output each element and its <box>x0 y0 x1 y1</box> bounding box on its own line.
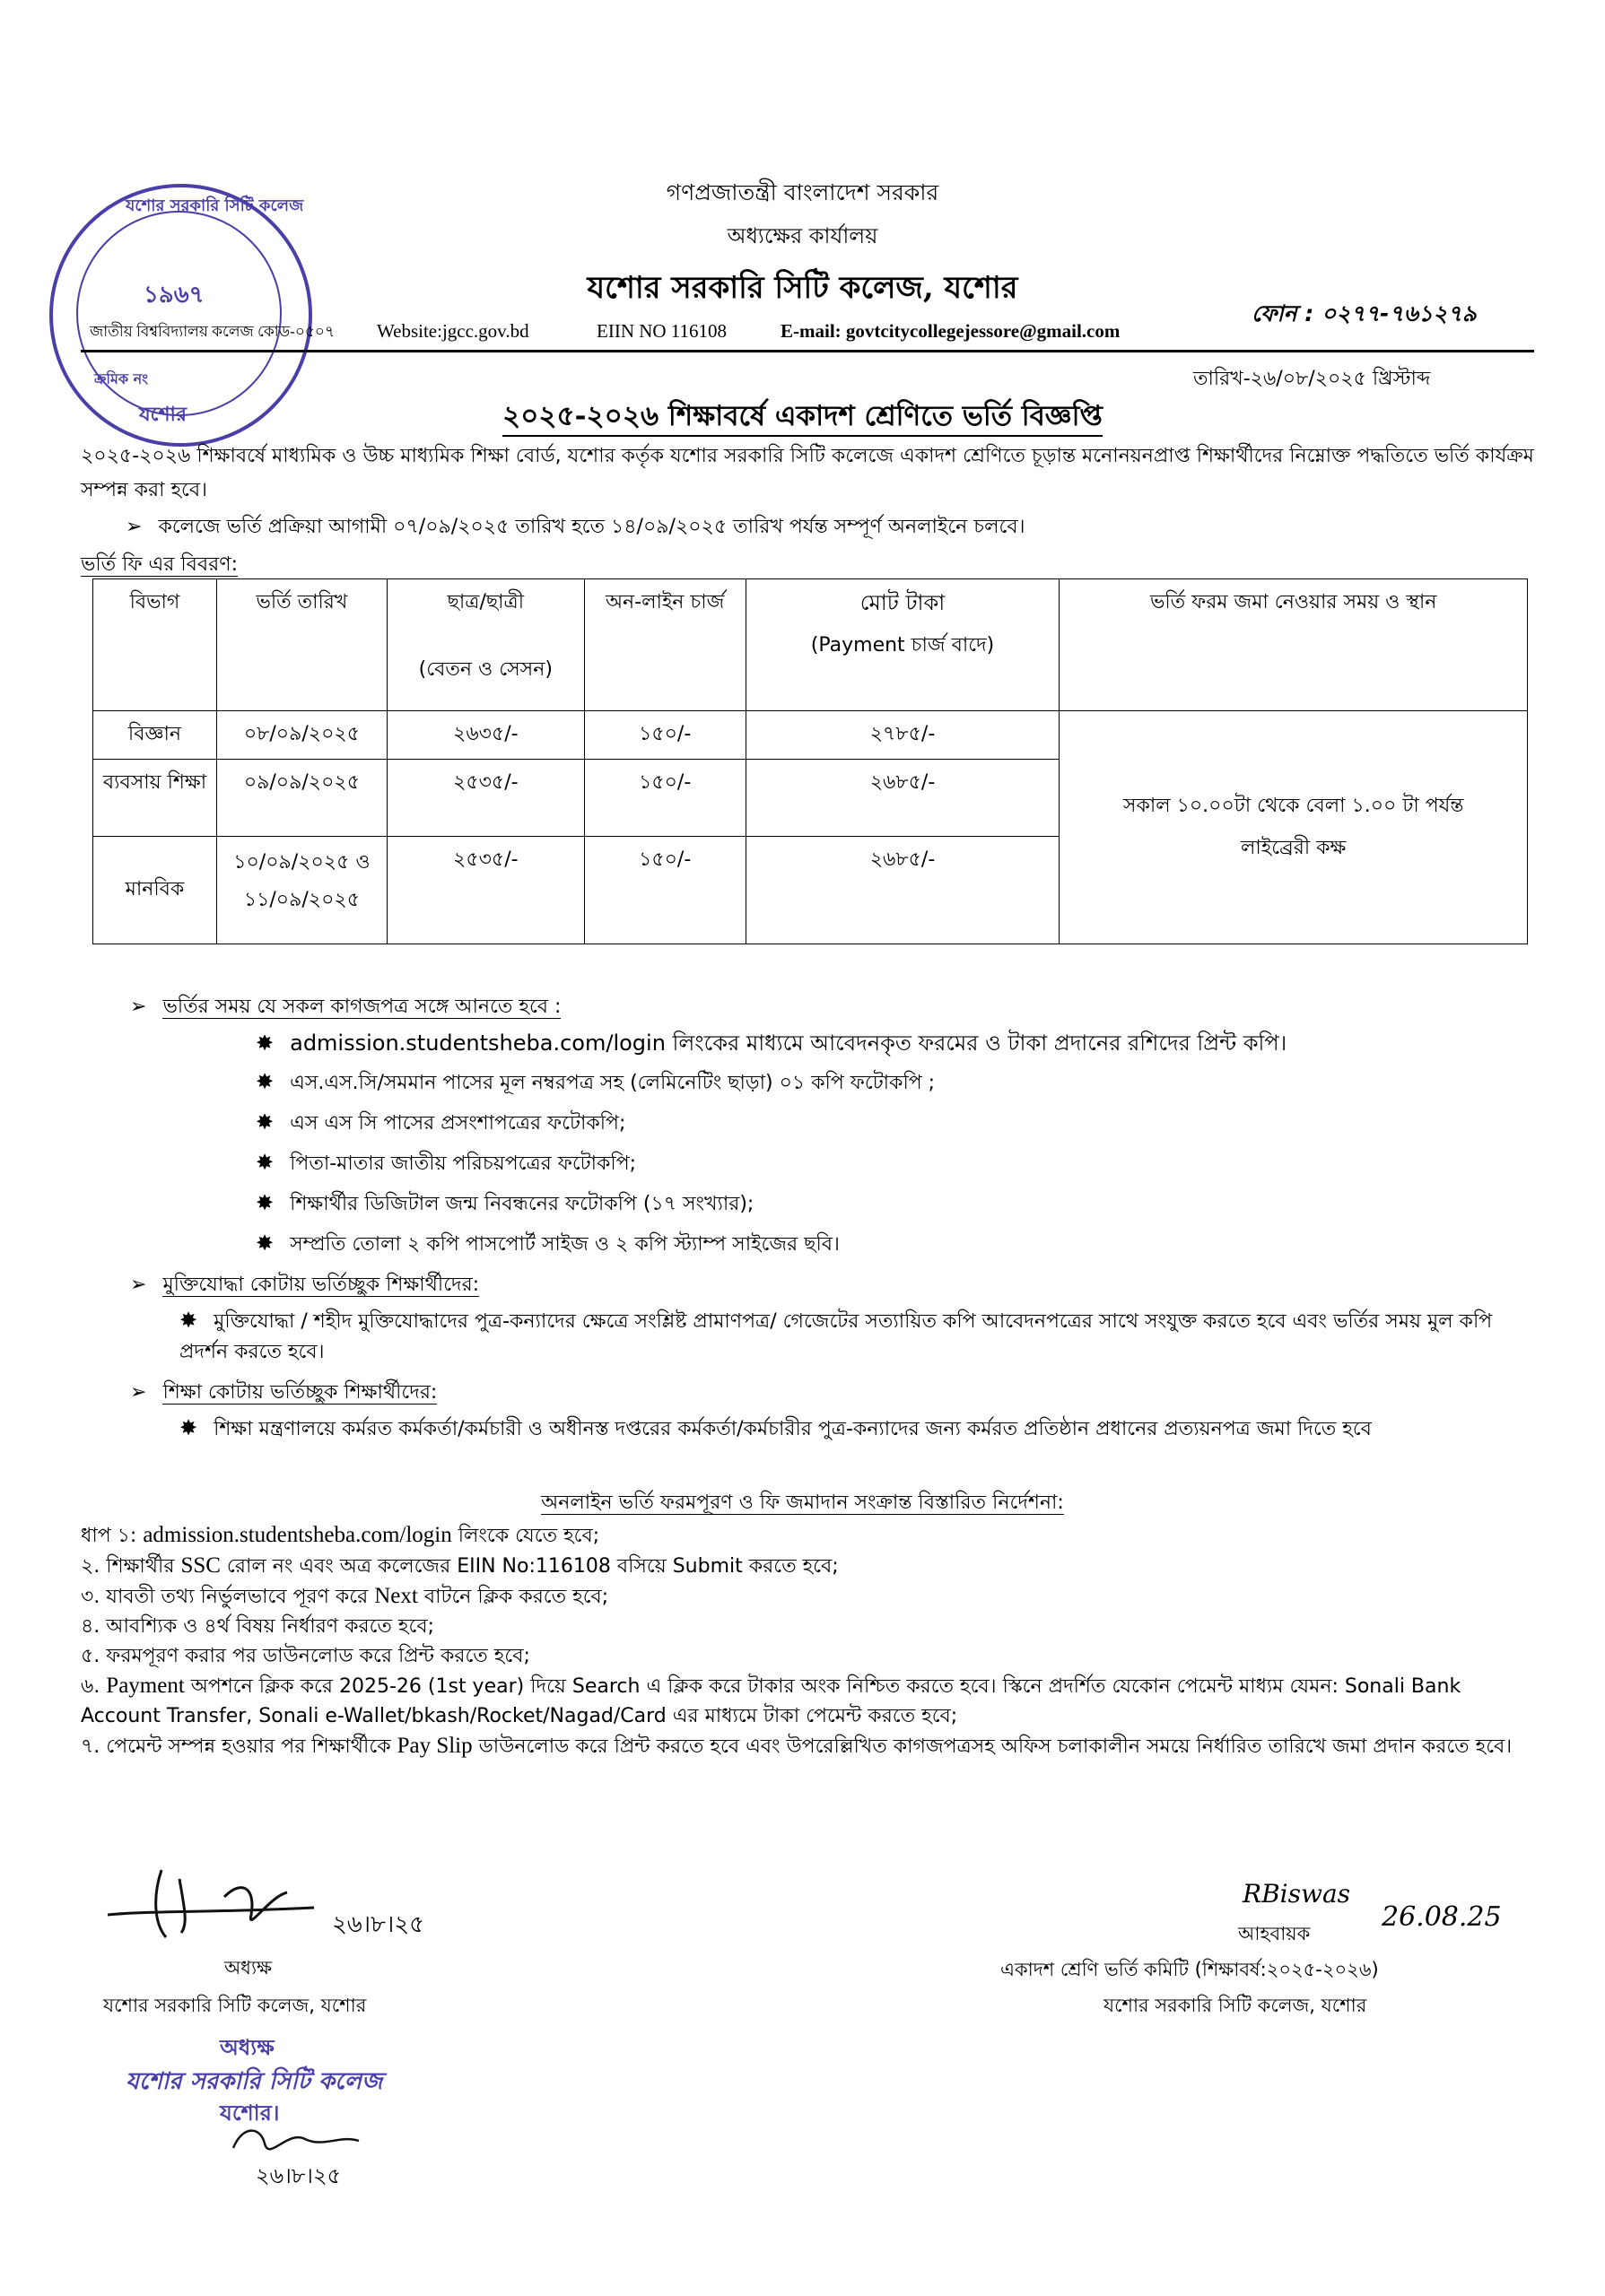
list-item <box>256 1229 840 1262</box>
freedom-quota-body: মুক্তিযোদ্ধা / শহীদ মুক্তিযোদ্ধাদের পুত্র-কন্যাদের ক্ষেত্রে সংশ্লিষ্ট প্রামাণপত্র/ গেজেটের সত্যায়িত কপি আবেদনপত্রের সাথে সংযুক্ত করতে হবে এবং ভর্তির সময় মুল কপি প্রদর্শন করতে হবে। <box>179 1310 1493 1363</box>
seal-outer-text: যশোর সরকারি সিটি কলেজ <box>126 196 304 215</box>
arrow-bullet-icon: ➢ <box>126 516 143 538</box>
row-fee: ২৫৩৫/- <box>387 760 584 837</box>
star-bullet-icon: ✸ <box>179 1415 198 1440</box>
principal-seal-college: যশোর সরকারি সিটি কলেজ <box>126 2068 383 2095</box>
instruction-steps <box>81 1520 1534 1761</box>
convener-signature: RBiswas <box>1243 1879 1351 1909</box>
step-en: SSC <box>180 1553 221 1578</box>
convener-college: যশোর সরকারি সিটি কলেজ, যশোর <box>1103 1995 1367 2016</box>
row-date: ০৮/০৯/২০২৫ <box>216 711 387 760</box>
step-item <box>81 1520 1534 1551</box>
step-item <box>81 1581 1534 1612</box>
submission-time-place <box>1060 711 1528 944</box>
star-bullet-icon: ✸ <box>256 1109 275 1135</box>
fee-table-header <box>93 579 1528 711</box>
step-pre: ৪. আবশ্যিক ও ৪র্থ বিষয় নির্ধারণ করতে হবে; <box>81 1615 434 1638</box>
fee-heading-text: ভর্তি ফি এর বিবরণ: <box>81 553 238 576</box>
step-post: বাটনে ক্লিক করতে হবে; <box>417 1586 609 1608</box>
admission-period-point <box>126 511 1025 544</box>
col-total-sub: (Payment চার্জ বাদে) <box>810 634 995 657</box>
list-item <box>256 1148 636 1181</box>
row-fee: ২৬৩৫/- <box>387 711 584 760</box>
star-bullet-icon: ✸ <box>256 1190 275 1215</box>
notice-title <box>0 395 1605 441</box>
col-date: ভর্তি তারিখ <box>216 579 387 711</box>
office-header: অধ্যক্ষের কার্যালয় <box>727 223 878 248</box>
notice-date: তারিখ-২৬/০৮/২০২৫ খ্রিস্টাব্দ <box>1193 368 1431 390</box>
phone-number: ফোন : ০২৭৭-৭৬১২৭৯ <box>1252 300 1477 326</box>
star-bullet-icon: ✸ <box>256 1150 275 1175</box>
step-en: Payment <box>106 1674 185 1698</box>
seal-initial-date: ২৬।৮।২৫ <box>256 2163 342 2188</box>
row-online: ১৫০/- <box>584 837 746 944</box>
principal-sign-date: ২৬।৮।২৫ <box>332 1911 425 1938</box>
arrow-bullet-icon: ➢ <box>130 1381 147 1404</box>
document-item-text: শিক্ষার্থীর ডিজিটাল জন্ম নিবন্ধনের ফটোকপি (১৭ সংখ্যার); <box>290 1193 755 1215</box>
step-en: Next <box>374 1584 418 1608</box>
freedom-quota-heading <box>130 1269 479 1302</box>
seal-label: ক্রমিক নং <box>94 370 149 387</box>
principal-signature <box>99 1861 332 1942</box>
star-bullet-icon: ✸ <box>256 1069 275 1094</box>
arrow-bullet-icon: ➢ <box>130 996 147 1018</box>
education-quota-heading-text: শিক্ষা কোটায় ভর্তিচ্ছুক শিক্ষার্থীদের: <box>162 1381 438 1404</box>
eiin-number: EIIN NO 116108 <box>597 320 728 342</box>
document-item-text: পিতা-মাতার জাতীয় পরিচয়পত্রের ফটোকপি; <box>290 1152 637 1175</box>
intro-paragraph: ২০২৫-২০২৬ শিক্ষাবর্ষে মাধ্যমিক ও উচ্চ মাধ্যমিক শিক্ষা বোর্ড, যশোর কর্তৃক যশোর সরকারি সিটি কলেজে একাদশ শ্রেণিতে চূড়ান্ত মনোনয়নপ্রাপ্ত শিক্ষার্থীদের নিম্নোক্ত পদ্ধতিতে ভর্তি কার্যক্রম সম্পন্ন করা হবে। <box>81 445 1534 501</box>
step-post: রোল নং এবং অত্র কলেজের EIIN No:116108 বসিয়ে Submit করতে হবে; <box>220 1555 839 1578</box>
arrow-bullet-icon: ➢ <box>130 1274 147 1296</box>
education-quota-text <box>179 1413 1507 1445</box>
col-total-label: মোট টাকা <box>859 590 946 615</box>
step-en: admission.studentsheba.com/login <box>143 1523 452 1547</box>
row-online: ১৫০/- <box>584 711 746 760</box>
college-name: যশোর সরকারি সিটি কলেজ, যশোর <box>587 270 1018 306</box>
col-place: ভর্তি ফরম জমা নেওয়ার সময় ও স্থান <box>1060 579 1528 711</box>
step-item <box>81 1671 1534 1731</box>
star-bullet-icon: ✸ <box>179 1308 198 1333</box>
step-item <box>81 1612 1534 1641</box>
col-student-sub: (বেতন ও সেসন) <box>418 658 553 681</box>
notice-title-text: ২০২৫-২০২৬ শিক্ষাবর্ষে একাদশ শ্রেণিতে ভর্তি বিজ্ঞপ্তি <box>502 400 1103 437</box>
freedom-quota-text <box>179 1305 1507 1368</box>
step-item <box>81 1731 1534 1761</box>
step-pre: ৩. যাবতী তথ্য নির্ভুলভাবে পূরণ করে <box>81 1586 375 1608</box>
col-total <box>746 579 1060 711</box>
list-item <box>256 1027 1287 1063</box>
document-item-text: admission.studentsheba.com/login লিংকের মাধ্যমে আবেদনকৃত ফরমের ও টাকা প্রদানের রশিদের প্রিন্ট কপি। <box>290 1031 1287 1056</box>
submission-time: সকাল ১০.০০টা থেকে বেলা ১.০০ টা পর্যন্ত <box>1122 794 1464 817</box>
row-total: ২৬৮৫/- <box>746 760 1060 837</box>
list-item <box>256 1067 935 1100</box>
principal-seal-title: অধ্যক্ষ <box>220 2035 275 2060</box>
col-student <box>387 579 584 711</box>
email: E-mail: govtcitycollegejessore@gmail.com <box>781 320 1121 342</box>
govt-header: গণপ্রজাতন্ত্রী বাংলাদেশ সরকার <box>666 179 939 205</box>
fee-heading <box>81 549 238 582</box>
row-fee: ২৫৩৫/- <box>387 837 584 944</box>
instructions-heading-text: অনলাইন ভর্তি ফরমপূরণ ও ফি জমাদান সংক্রান্ত বিস্তারিত নির্দেশনা: <box>541 1492 1064 1514</box>
header-divider <box>81 350 1534 352</box>
education-quota-heading <box>130 1377 437 1410</box>
admission-period-text: কলেজে ভর্তি প্রক্রিয়া আগামী ০৭/০৯/২০২৫ তারিখ হতে ১৪/০৯/২০২৫ তারিখ পর্যন্ত সম্পূর্ণ অনলাইনে চলবে। <box>158 516 1025 538</box>
website: Website:jgcc.gov.bd <box>377 320 529 342</box>
step-en: Pay Slip <box>397 1734 473 1758</box>
step-post: লিংকে যেতে হবে; <box>451 1525 600 1547</box>
freedom-quota-heading-text: মুক্তিযোদ্ধা কোটায় ভর্তিচ্ছুক শিক্ষার্থীদের: <box>162 1274 480 1296</box>
seal-bottom-text: যশোর <box>139 404 188 426</box>
documents-heading-text: ভর্তির সময় যে সকল কাগজপত্র সঙ্গে আনতে হবে : <box>162 996 562 1018</box>
row-dept: বিজ্ঞান <box>93 711 217 760</box>
document-item-text: এস.এস.সি/সমমান পাসের মূল নম্বরপত্র সহ (লেমিনেটিং ছাড়া) ০১ কপি ফটোকপি ; <box>290 1072 936 1094</box>
step-post: অপশনে ক্লিক করে 2025-26 (1st year) দিয়ে Search এ ক্লিক করে টাকার অংক নিশ্চিত করতে হবে। স্কিনে প্রদর্শিত যেকোন পেমেন্ট মাধ্যম যেমন: Sonali Bank Account Transfer, Sonali e-Wallet/bkash/Rocket/Nagad/Card এর মাধ্যমে টাকা পেমেন্ট করতে হবে; <box>81 1675 1461 1727</box>
document-item-text: সম্প্রতি তোলা ২ কপি পাসপোর্ট সাইজ ও ২ কপি স্ট্যাম্প সাইজের ছবি। <box>290 1233 840 1256</box>
table-row <box>93 711 1528 760</box>
step-pre: ৭. পেমেন্ট সম্পন্ন হওয়ার পর শিক্ষার্থীকে <box>81 1735 397 1758</box>
convener-sign-date: 26.08.25 <box>1382 1901 1502 1933</box>
principal-title: অধ্যক্ষ <box>224 1957 273 1979</box>
seal-number: ১৯৬৭ <box>144 282 205 309</box>
row-date: ০৯/০৯/২০২৫ <box>216 760 387 837</box>
star-bullet-icon: ✸ <box>256 1031 275 1056</box>
principal-seal-city: যশোর। <box>220 2100 280 2126</box>
step-post: ডাউনলোড করে প্রিন্ট করতে হবে এবং উপরেল্লিখিত কাগজপত্রসহ অফিস চলাকালীন সময়ে নির্ধারিত তারিখে জমা প্রদান করতে হবে। <box>472 1735 1513 1758</box>
document-item-text: এস এস সি পাসের প্রসংশাপত্রের ফটোকপি; <box>290 1112 626 1135</box>
col-dept: বিভাগ <box>93 579 217 711</box>
row-date: ১০/০৯/২০২৫ ও ১১/০৯/২০২৫ <box>216 837 387 944</box>
row-dept: ব্যবসায় শিক্ষা <box>93 760 217 837</box>
row-total: ২৭৮৫/- <box>746 711 1060 760</box>
row-total: ২৬৮৫/- <box>746 837 1060 944</box>
list-item <box>256 1188 754 1222</box>
convener-committee: একাদশ শ্রেণি ভর্তি কমিটি (শিক্ষাবর্ষ:২০২৫-২০২৬) <box>1000 1959 1379 1980</box>
row-online: ১৫০/- <box>584 760 746 837</box>
step-pre: ধাপ ১: <box>81 1525 144 1547</box>
education-quota-body: শিক্ষা মন্ত্রণালয়ে কর্মরত কর্মকর্তা/কর্মচারী ও অধীনস্ত দপ্তরের কর্মকর্তা/কর্মচারীর পুত্র-কন্যাদের জন্য কর্মরত প্রতিষ্ঠান প্রধানের প্রত্যয়নপত্র জমা দিতে হবে <box>214 1418 1372 1440</box>
principal-college: যশোর সরকারি সিটি কলেজ, যশোর <box>103 1995 367 2016</box>
star-bullet-icon: ✸ <box>256 1231 275 1256</box>
step-item <box>81 1551 1534 1581</box>
convener-title: আহবায়ক <box>1238 1923 1311 1944</box>
submission-place: লাইব্রেরী কক্ষ <box>1241 836 1347 859</box>
documents-heading <box>130 991 561 1024</box>
list-item <box>256 1108 625 1141</box>
col-student-label: ছাত্র/ছাত্রী <box>447 591 525 613</box>
instructions-heading <box>0 1487 1605 1520</box>
col-online: অন-লাইন চার্জ <box>584 579 746 711</box>
step-item <box>81 1641 1534 1671</box>
university-code: জাতীয় বিশ্ববিদ্যালয় কলেজ কোড-০৫০৭ <box>90 323 336 340</box>
row-dept: মানবিক <box>93 837 217 944</box>
step-pre: ২. শিক্ষার্থীর <box>81 1555 181 1578</box>
step-pre: ৫. ফরমপূরণ করার পর ডাউনলোড করে প্রিন্ট করতে হবে; <box>81 1645 530 1667</box>
fee-table <box>92 578 1528 944</box>
step-pre: ৬. <box>81 1675 107 1698</box>
